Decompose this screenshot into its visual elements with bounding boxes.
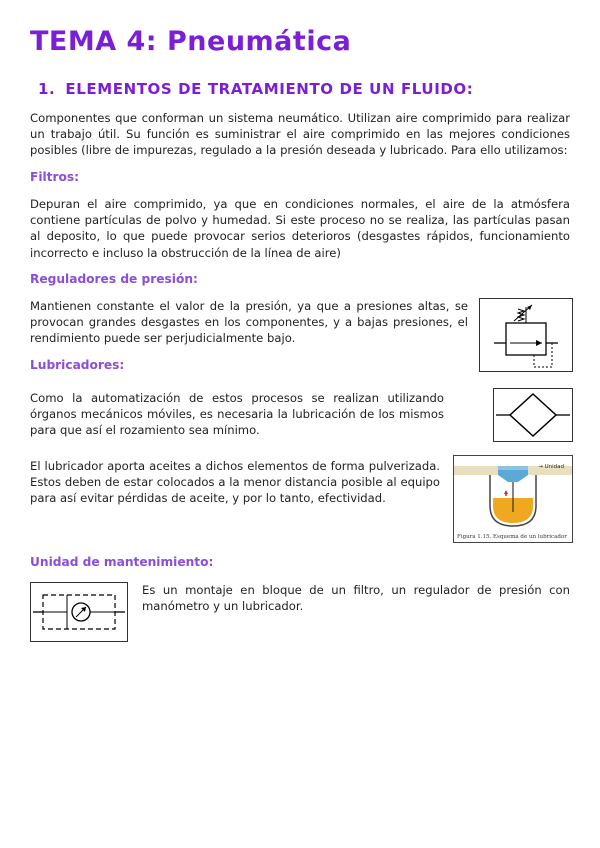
filtros-paragraph: Depuran el aire comprimido, ya que en condiciones normales, el aire de la atmósfera contiene partículas de polvo y humedad. Si este proceso no se realiza, las partículas pasan al deposito, lo que puede provocar serios deterioros (desgastes rápidos, funcionamiento incorrecto e incluso la obstrucción de la línea de aire) [30, 197, 570, 260]
pressure-regulator-icon [480, 299, 572, 371]
lubricadores-paragraph-2: El lubricador aporta aceites a dichos elementos de forma pulverizada. Estos deben de estar colocados a la menor distancia posible al equipo para así evitar pérdidas de aceite, y por lo tanto, efectividad. [30, 459, 440, 506]
pressure-regulator-symbol [479, 298, 573, 372]
lubricator-schematic [453, 455, 573, 543]
maintenance-unit-symbol [30, 582, 128, 642]
lubricadores-paragraph-1: Como la automatización de estos procesos se realizan utilizando órganos mecánicos móviles, es necesaria la lubricación de los mismos para que así el rozamiento sea mínimo. [30, 391, 444, 438]
lubricator-flow-label: → Unidad [538, 464, 564, 470]
intro-paragraph: Componentes que conforman un sistema neumático. Utilizan aire comprimido para realizar un trabajo útil. Su función es suministrar el aire comprimido en las mejores condiciones posibles (libre de impurezas, regulado a la presión deseada y lubricado. Para ello utilizamos: [30, 111, 570, 158]
unidad-paragraph: Es un montaje en bloque de un filtro, un regulador de presión con manómetro y un lubricador. [142, 583, 570, 614]
lubricator-symbol [493, 388, 573, 442]
unidad-heading: Unidad de mantenimiento: [30, 555, 214, 569]
lubricadores-heading: Lubricadores: [30, 358, 125, 372]
section-number: 1. [38, 80, 56, 98]
lubricator-figure-caption: Figura 1.15. Esquema de un lubricador [457, 534, 567, 540]
page-title: TEMA 4: Pneumática [30, 26, 352, 57]
reguladores-heading: Reguladores de presión: [30, 272, 198, 286]
filtros-heading: Filtros: [30, 170, 80, 184]
section-title: ELEMENTOS DE TRATAMIENTO DE UN FLUIDO: [65, 80, 474, 98]
reguladores-paragraph: Mantienen constante el valor de la presión, ya que a presiones altas, se provocan grandes desgastes en los componentes, y a bajas presiones, el rendimiento puede ser perjudicialmente bajo. [30, 299, 468, 346]
diamond-icon [494, 389, 572, 441]
maintenance-unit-icon [31, 583, 127, 641]
section-heading [38, 80, 473, 98]
